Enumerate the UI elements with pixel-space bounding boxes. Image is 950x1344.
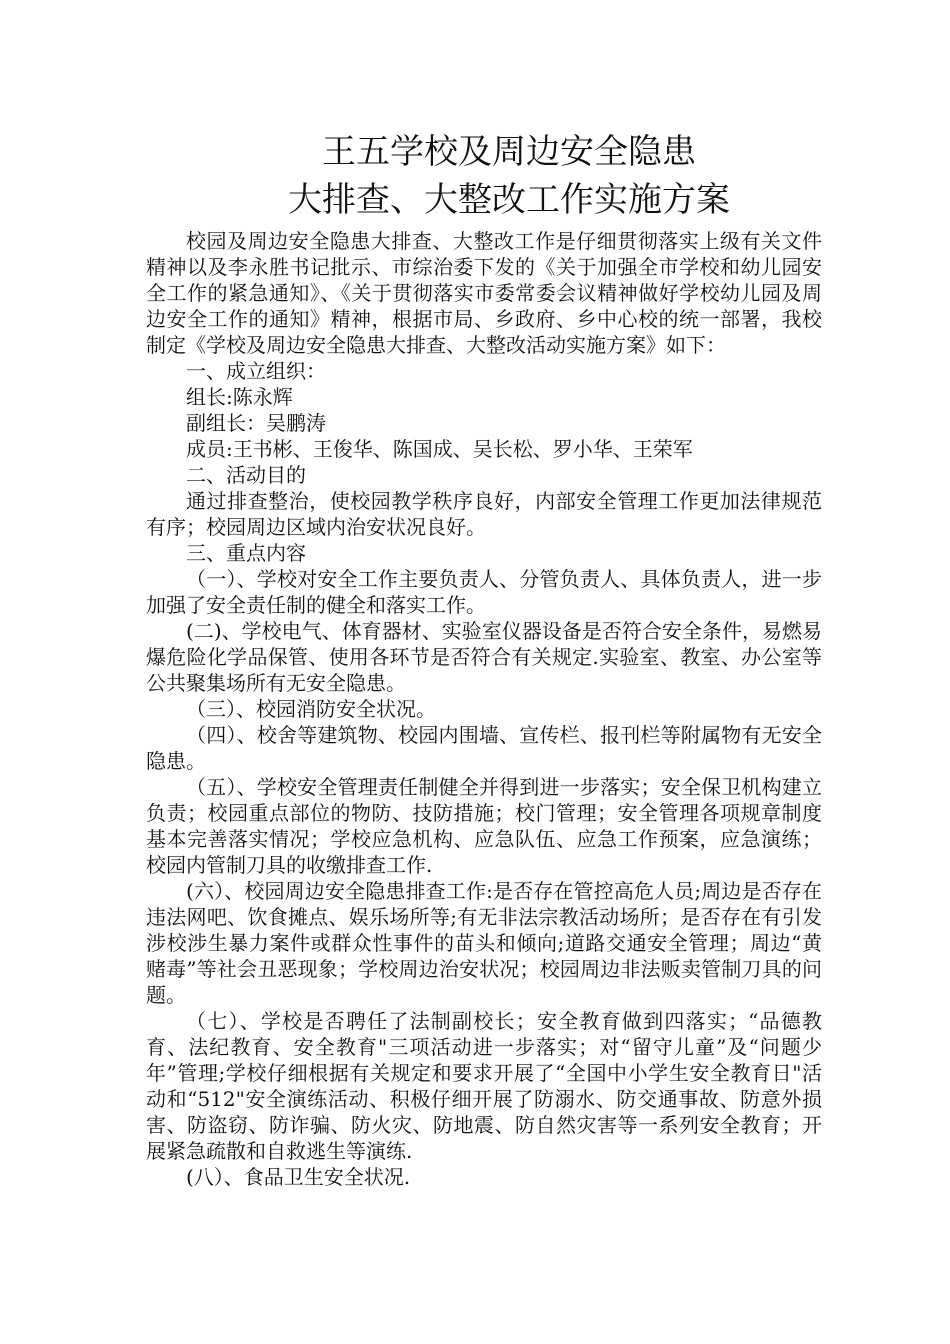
paragraph-deputy-leader: 副组长：吴鹏涛 bbox=[186, 411, 326, 435]
paragraph-item-4: （四）、校舍等建筑物、校园内围墙、宣传栏、报刊栏等附属物有无安全隐患。 bbox=[146, 723, 822, 773]
paragraph-intro: 校园及周边安全隐患大排查、大整改工作是仔细贯彻落实上级有关文件精神以及李永胜书记批示、市综治委下发的《关于加强全市学校和幼儿园安全工作的紧急通知》、《关于贯彻落实市委常委会议精神做好学校幼儿园及周边安全工作的通知》精神，根据市局、乡政府、乡中心校的统一部署，我校制定《学校及周边安全隐患大排查、大整改活动实施方案》如下： bbox=[146, 229, 822, 357]
document-page bbox=[146, 128, 822, 1190]
paragraph-leader: 组长:陈永辉 bbox=[186, 385, 293, 409]
paragraph-item-1: （一）、学校对安全工作主要负责人、分管负责人、具体负责人，进一步加强了安全责任制的健全和落实工作。 bbox=[146, 567, 822, 617]
document-title-line-1: 王五学校及周边安全隐患 bbox=[322, 132, 696, 172]
section-heading-organization: 一、成立组织： bbox=[186, 359, 326, 383]
paragraph-item-5: （五）、学校安全管理责任制健全并得到进一步落实；安全保卫机构建立负责；校园重点部位的物防、技防措施；校门管理；安全管理各项规章制度基本完善落实情况；学校应急机构、应急队伍、应急工作预案，应急演练；校园内管制刀具的收缴排查工作. bbox=[146, 775, 822, 877]
section-heading-key-content: 三、重点内容 bbox=[186, 541, 306, 565]
document-body bbox=[146, 228, 822, 1190]
paragraph-item-6: (六）、校园周边安全隐患排查工作:是否存在管控高危人员;周边是否存在违法网吧、饮食摊点、娱乐场所等;有无非法宗教活动场所；是否存在有引发涉校涉生暴力案件或群众性事件的苗头和倾向;道路交通安全管理；周边“黄赌毒”等社会丑恶现象；学校周边治安状况；校园周边非法贩卖管制刀具的问题。 bbox=[146, 879, 822, 1007]
paragraph-item-8: (八）、食品卫生安全状况. bbox=[186, 1165, 411, 1189]
paragraph-item-3: （三）、校园消防安全状况。 bbox=[186, 697, 436, 721]
section-heading-purpose: 二、活动目的 bbox=[186, 463, 306, 487]
paragraph-members: 成员:王书彬、王俊华、陈国成、吴长松、罗小华、王荣军 bbox=[186, 437, 693, 461]
paragraph-item-2: (二)、学校电气、体育器材、实验室仪器设备是否符合安全条件，易燃易爆危险化学品保管、使用各环节是否符合有关规定.实验室、教室、办公室等公共聚集场所有无安全隐患。 bbox=[146, 619, 822, 695]
paragraph-purpose: 通过排查整治，使校园教学秩序良好，内部安全管理工作更加法律规范有序；校园周边区域内治安状况良好。 bbox=[146, 489, 822, 539]
paragraph-item-7: （七）、学校是否聘任了法制副校长；安全教育做到四落实；“品德教育、法纪教育、安全教育"三项活动进一步落实；对“留守儿童”及“问题少年”管理;学校仔细根据有关规定和要求开展了“全国中小学生安全教育日"活动和“512"安全演练活动、积极仔细开展了防溺水、防交通事故、防意外损害、防盗窃、防诈骗、防火灾、防地震、防自然灾害等一系列安全教育；开展紧急疏散和自救逃生等演练. bbox=[146, 1009, 822, 1163]
document-title-line-2: 大排查、大整改工作实施方案 bbox=[288, 180, 730, 220]
